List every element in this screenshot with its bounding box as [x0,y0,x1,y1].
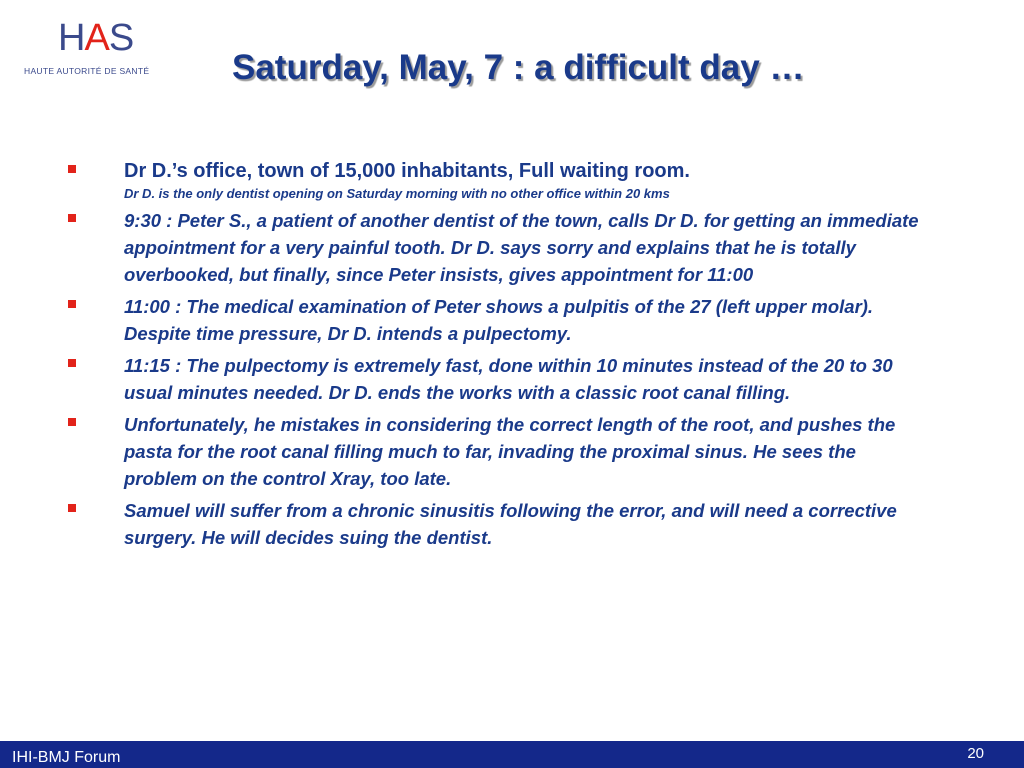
footer-bar [0,741,1024,768]
bullet-item [64,411,924,492]
bullet-text: 9:30 : Peter S., a patient of another dentist of the town, calls Dr D. for getting an immediate appointment for a very painful tooth. Dr D. says sorry and explains that he is totally overbooked, but finally, since Peter insists, gives appointment for 11:00 [124,210,919,285]
bullet-square-icon [68,214,76,222]
page-number: 20 [967,745,984,762]
bullet-item [64,158,924,202]
bullet-text: Samuel will suffer from a chronic sinusitis following the error, and will need a corrective surgery. He will decides suing the dentist. [124,500,897,548]
bullet-item [64,207,924,288]
has-logo [24,18,174,80]
bullet-text: 11:00 : The medical examination of Peter shows a pulpitis of the 27 (left upper molar). Despite time pressure, Dr D. intends a pulpectomy. [124,296,874,344]
slide-title: Saturday, May, 7 : a difficult day … [232,48,805,87]
bullet-square-icon [68,359,76,367]
bullet-subtext: Dr D. is the only dentist opening on Saturday morning with no other office within 20 kms [124,186,670,201]
bullet-item [64,497,924,551]
bullet-item [64,352,924,406]
bullet-square-icon [68,300,76,308]
has-logo-mark: HAS [58,17,134,59]
bullet-item [64,293,924,347]
bullet-list [64,158,924,556]
bullet-square-icon [68,418,76,426]
bullet-text: Unfortunately, he mistakes in considering the correct length of the root, and pushes the pasta for the root canal filling much to far, invading the proximal sinus. He sees the problem on the control Xray, too late. [124,414,896,489]
has-logo-subtitle: HAUTE AUTORITÉ DE SANTÉ [24,66,150,76]
bullet-square-icon [68,504,76,512]
footer-label: IHI-BMJ Forum [12,749,121,766]
bullet-text: 11:15 : The pulpectomy is extremely fast, done within 10 minutes instead of the 20 to 30 usual minutes needed. Dr D. ends the works with a classic root canal filling. [124,355,893,403]
bullet-square-icon [68,165,76,173]
bullet-heading: Dr D.’s office, town of 15,000 inhabitants, Full waiting room. [124,160,690,182]
